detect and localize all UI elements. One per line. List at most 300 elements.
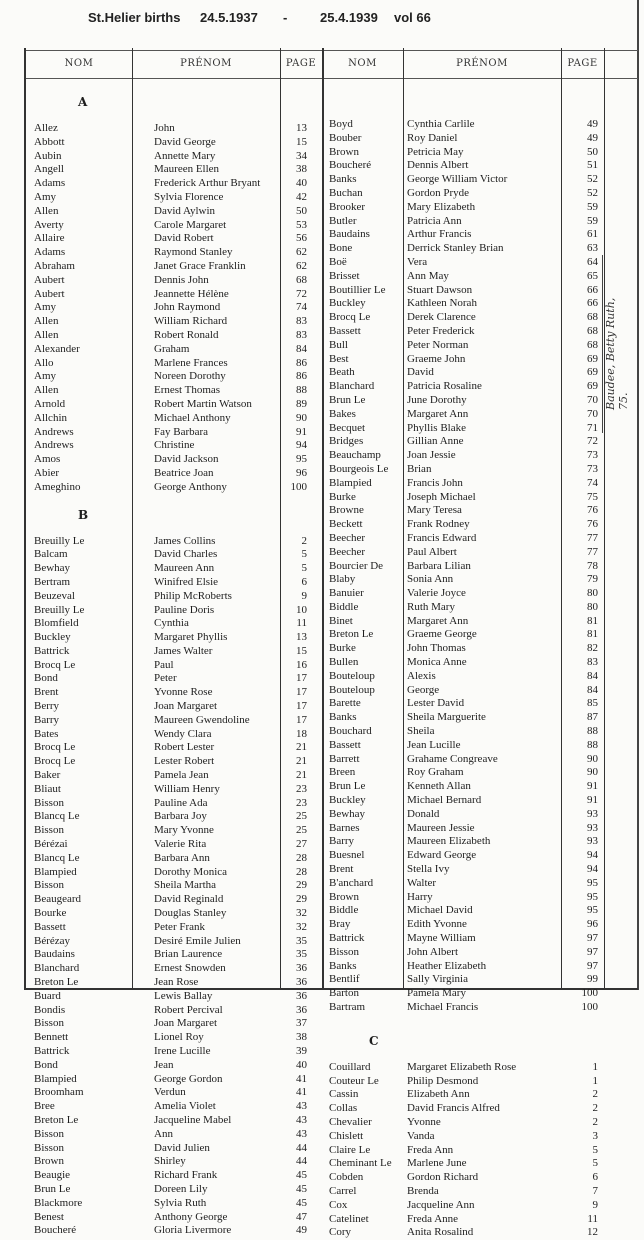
- page-number: 27: [296, 838, 307, 851]
- surname: Browne: [329, 504, 364, 517]
- given-names: Jacqueline Ann: [407, 1198, 475, 1211]
- page-number: 93: [587, 821, 598, 834]
- given-names: Joseph Michael: [407, 490, 476, 503]
- index-entry: [329, 242, 599, 256]
- given-names: Dennis Albert: [407, 159, 469, 172]
- page-number: 49: [296, 1224, 307, 1237]
- index-entry: [34, 1183, 319, 1197]
- surname: Bourke: [34, 907, 67, 920]
- page-number: 84: [587, 683, 598, 696]
- given-names: John: [154, 122, 175, 134]
- given-names: Fay Barbara: [154, 425, 209, 438]
- given-names: John Thomas: [407, 642, 466, 655]
- page-number: 25: [296, 810, 307, 823]
- given-names: Pauline Ada: [154, 796, 208, 809]
- surname: Brocq Le: [329, 311, 371, 324]
- surname: Bondis: [34, 1003, 66, 1016]
- page-number: 90: [587, 752, 598, 765]
- index-entry: [34, 797, 319, 811]
- page-number: 53: [296, 218, 307, 231]
- index-entry: [34, 1045, 319, 1059]
- given-names: David Charles: [154, 548, 218, 561]
- header-bottom-rule: [26, 78, 638, 79]
- given-names: David Robert: [154, 232, 214, 245]
- given-names: Shirley: [154, 1155, 186, 1168]
- page-number: 85: [587, 697, 598, 710]
- surname: Bewhay: [34, 562, 71, 575]
- index-entry: [34, 288, 319, 302]
- index-entry: [34, 838, 319, 852]
- index-entry: [34, 439, 319, 453]
- section-heading-a: A: [78, 95, 88, 109]
- index-entry: [329, 670, 599, 684]
- index-entry: [329, 380, 599, 394]
- page-number: 36: [296, 962, 307, 975]
- volume-label: vol 66: [394, 10, 431, 25]
- surname: Allen: [34, 315, 59, 328]
- surname: Aubin: [34, 149, 62, 162]
- page-number: 69: [587, 366, 598, 379]
- page-number: 84: [587, 669, 598, 682]
- page-number: 43: [296, 1100, 307, 1113]
- index-entry: [329, 932, 599, 946]
- page-number: 83: [296, 315, 307, 328]
- index-entry: [34, 177, 319, 191]
- surname: Blampied: [34, 1072, 77, 1085]
- given-names: Brenda: [407, 1184, 439, 1197]
- given-names: Ann May: [407, 269, 449, 282]
- given-names: Annette Mary: [154, 149, 216, 162]
- given-names: Kenneth Allan: [407, 780, 471, 793]
- page-number: 44: [296, 1155, 307, 1168]
- given-names: Lewis Ballay: [154, 989, 213, 1002]
- given-names: Mary Elizabeth: [407, 200, 476, 213]
- surname: Bisson: [329, 945, 359, 958]
- entries-b-right: [329, 118, 599, 1015]
- given-names: James Collins: [154, 534, 216, 547]
- index-entry: [329, 849, 599, 863]
- index-entry: [34, 631, 319, 645]
- page-number: 5: [592, 1157, 598, 1170]
- given-names: Harry: [407, 890, 433, 903]
- page-number: 81: [587, 614, 598, 627]
- given-names: Joan Jessie: [407, 449, 456, 462]
- given-names: Cynthia Carlile: [407, 118, 475, 130]
- page-number: 86: [296, 356, 307, 369]
- index-entry: [329, 766, 599, 780]
- given-names: Patricia Ann: [407, 214, 462, 227]
- index-entry: [34, 576, 319, 590]
- surname: Boë: [329, 255, 347, 268]
- surname: Baudains: [34, 948, 75, 961]
- page-number: 36: [296, 976, 307, 989]
- page-number: 94: [587, 849, 598, 862]
- page-number: 95: [587, 876, 598, 889]
- page-number: 32: [296, 907, 307, 920]
- index-entry: [329, 187, 599, 201]
- given-names: Robert Martin Watson: [154, 397, 252, 410]
- header-page-left: PAGE: [285, 58, 317, 69]
- given-names: Jean Rose: [154, 976, 199, 989]
- index-entry: [34, 879, 319, 893]
- given-names: Gordon Pryde: [407, 186, 470, 199]
- index-entry: [329, 353, 599, 367]
- page-number: 45: [296, 1182, 307, 1195]
- surname: Allez: [34, 122, 58, 134]
- given-names: Sally Virginia: [407, 973, 468, 986]
- index-entry: [329, 794, 599, 808]
- given-names: Pamela Jean: [154, 769, 209, 782]
- given-names: Sonia Ann: [407, 573, 454, 586]
- surname: Brun Le: [34, 1182, 71, 1195]
- surname: Blanchard: [34, 962, 80, 975]
- page-number: 2: [301, 534, 307, 547]
- surname: Andrews: [34, 439, 74, 452]
- given-names: Michael David: [407, 904, 473, 917]
- surname: Bridges: [329, 435, 364, 448]
- surname: Biddle: [329, 600, 359, 613]
- index-entry: [329, 1001, 599, 1015]
- given-names: Stella Ivy: [407, 863, 450, 876]
- given-names: Gordon Richard: [407, 1171, 479, 1184]
- surname: Bentlif: [329, 973, 360, 986]
- page-number: 29: [296, 879, 307, 892]
- index-entry: [34, 219, 319, 233]
- surname: Bree: [34, 1100, 55, 1113]
- index-entry: [34, 122, 319, 136]
- page-number: 11: [587, 1212, 598, 1225]
- index-entry: [34, 467, 319, 481]
- given-names: Anthony George: [154, 1210, 228, 1223]
- surname: Bisson: [34, 879, 64, 892]
- surname: Bassett: [329, 324, 361, 337]
- given-names: Peter Frank: [154, 920, 206, 933]
- page-number: 82: [587, 642, 598, 655]
- page-number: 63: [587, 242, 598, 255]
- page-number: 100: [581, 987, 598, 1000]
- page-number: 88: [587, 738, 598, 751]
- index-entry: [329, 311, 599, 325]
- surname: Buesnel: [329, 849, 365, 862]
- index-entry: [329, 684, 599, 698]
- given-names: Phyllis Blake: [407, 421, 466, 434]
- index-entry: [329, 835, 599, 849]
- index-entry: [34, 590, 319, 604]
- page-number: 2: [592, 1102, 598, 1115]
- index-entry: [329, 477, 599, 491]
- page-number: 17: [296, 713, 307, 726]
- surname: Brent: [34, 686, 59, 699]
- surname: Aubert: [34, 287, 65, 300]
- given-names: Pamela Mary: [407, 987, 466, 1000]
- page-number: 11: [296, 617, 307, 630]
- surname: Binet: [329, 614, 353, 627]
- index-entry: [329, 877, 599, 891]
- index-entry: [329, 1075, 599, 1089]
- given-names: June Dorothy: [407, 393, 467, 406]
- surname: Adams: [34, 246, 66, 259]
- index-entry: [329, 1088, 599, 1102]
- page-number: 66: [587, 283, 598, 296]
- page-number: 37: [296, 1017, 307, 1030]
- page-number: 91: [296, 425, 307, 438]
- given-names: Walter: [407, 876, 437, 889]
- surname: Bérézay: [34, 934, 71, 947]
- page-number: 16: [296, 658, 307, 671]
- surname: Aubert: [34, 273, 65, 286]
- index-entry: [329, 532, 599, 546]
- given-names: Graeme George: [407, 628, 477, 641]
- given-names: Doreen Lily: [154, 1182, 208, 1195]
- page-number: 88: [296, 384, 307, 397]
- page-number: 94: [587, 863, 598, 876]
- surname: Claire Le: [329, 1143, 371, 1156]
- surname: Bone: [329, 242, 353, 255]
- page-number: 93: [587, 835, 598, 848]
- index-entry: [329, 504, 599, 518]
- given-names: Freda Ann: [407, 1143, 454, 1156]
- surname: Blaby: [329, 573, 356, 586]
- page-number: 9: [301, 589, 307, 602]
- given-names: Richard Frank: [154, 1169, 218, 1182]
- given-names: Lester David: [407, 697, 465, 710]
- index-entry: [34, 1114, 319, 1128]
- page-number: 42: [296, 190, 307, 203]
- given-names: Philip McRoberts: [154, 589, 232, 602]
- given-names: Maureen Ann: [154, 562, 215, 575]
- given-names: Frederick Arthur Bryant: [154, 177, 261, 190]
- index-entry: [34, 769, 319, 783]
- page-number: 95: [296, 453, 307, 466]
- given-names: Ruth Mary: [407, 600, 455, 613]
- index-entry: [329, 960, 599, 974]
- given-names: Sylvia Ruth: [154, 1196, 207, 1209]
- surname: Bisson: [34, 1017, 64, 1030]
- section-heading-b: B: [78, 507, 89, 522]
- surname: Beuzeval: [34, 589, 75, 602]
- given-names: Cynthia: [154, 617, 189, 630]
- given-names: Maureen Elizabeth: [407, 835, 491, 848]
- page-number: 49: [587, 131, 598, 144]
- surname: Adams: [34, 177, 66, 190]
- given-names: Edward George: [407, 849, 477, 862]
- page-number: 72: [296, 287, 307, 300]
- header-page-right: PAGE: [567, 58, 598, 69]
- index-entry: [329, 628, 599, 642]
- surname: Bond: [34, 1058, 58, 1071]
- index-entry: [329, 118, 599, 132]
- given-names: Derrick Stanley Brian: [407, 242, 504, 255]
- index-entry: [329, 822, 599, 836]
- page-number: 69: [587, 352, 598, 365]
- given-names: David Reginald: [154, 893, 224, 906]
- index-entry: [329, 297, 599, 311]
- surname: Blancq Le: [34, 810, 80, 823]
- surname: Cory: [329, 1226, 351, 1239]
- surname: Amy: [34, 370, 56, 383]
- page-number: 74: [296, 301, 307, 314]
- surname: Amy: [34, 301, 56, 314]
- page-number: 15: [296, 135, 307, 148]
- index-entry: [329, 918, 599, 932]
- given-names: Peter: [154, 672, 177, 685]
- surname: Bewhay: [329, 807, 366, 820]
- given-names: Grahame Congreave: [407, 752, 498, 765]
- index-entry: [329, 1157, 599, 1171]
- surname: Bourgeois Le: [329, 462, 389, 475]
- given-names: Lester Robert: [154, 755, 215, 768]
- index-entry: [329, 394, 599, 408]
- section-heading-c: C: [369, 1033, 379, 1048]
- surname: Baudains: [329, 228, 370, 241]
- surname: Barry: [34, 713, 60, 726]
- surname: Bull: [329, 338, 348, 351]
- index-entry: [329, 270, 599, 284]
- page-number: 94: [296, 439, 307, 452]
- surname: Bartram: [329, 1001, 366, 1013]
- surname: Allen: [34, 328, 59, 341]
- surname: Brown: [34, 1155, 64, 1168]
- index-entry: [329, 615, 599, 629]
- surname: Buard: [34, 989, 61, 1002]
- index-entry: [34, 260, 319, 274]
- page-number: 50: [296, 204, 307, 217]
- surname: Bennett: [34, 1031, 69, 1044]
- index-entry: [34, 453, 319, 467]
- index-entry: [34, 370, 319, 384]
- page-number: 38: [296, 163, 307, 176]
- index-entry: [34, 1059, 319, 1073]
- index-table: [26, 48, 638, 1239]
- given-names: Barbara Ann: [154, 851, 210, 864]
- surname: Bates: [34, 727, 59, 740]
- page-number: 91: [587, 794, 598, 807]
- index-entry: [34, 645, 319, 659]
- page-number: 59: [587, 214, 598, 227]
- index-entry: [329, 780, 599, 794]
- index-entry: [34, 315, 319, 329]
- given-names: Dorothy Monica: [154, 865, 228, 878]
- given-names: Gloria Livermore: [154, 1224, 232, 1237]
- surname: Blanchard: [329, 380, 375, 393]
- surname: Boutillier Le: [329, 283, 386, 296]
- given-names: Amelia Violet: [154, 1100, 216, 1113]
- page-number: 70: [587, 393, 598, 406]
- surname: Beecher: [329, 545, 366, 558]
- given-names: Noreen Dorothy: [154, 370, 226, 383]
- surname: Battrick: [34, 1045, 70, 1057]
- surname: Beath: [329, 366, 355, 379]
- header-nom-left: NOM: [64, 58, 94, 69]
- date-separator: -: [283, 10, 288, 25]
- surname: Battrick: [34, 644, 70, 657]
- page-number: 1: [592, 1074, 598, 1087]
- document-title: [0, 10, 644, 32]
- surname: Becquet: [329, 421, 366, 434]
- index-entry: [34, 357, 319, 371]
- given-names: Lionel Roy: [154, 1031, 204, 1044]
- page-number: 12: [587, 1226, 598, 1239]
- surname: Cheminant Le: [329, 1157, 392, 1170]
- page-number: 5: [592, 1143, 598, 1156]
- surname: Cox: [329, 1198, 348, 1211]
- surname: Best: [329, 352, 349, 365]
- page-number: 56: [296, 232, 307, 245]
- page-number: 49: [587, 118, 598, 130]
- given-names: Marlene June: [407, 1157, 467, 1170]
- index-entry: [34, 1211, 319, 1225]
- entries-a: [34, 122, 319, 495]
- page-number: 45: [296, 1196, 307, 1209]
- page-number: 51: [587, 159, 598, 172]
- given-names: Jeannette Hélène: [154, 287, 229, 300]
- page-number: 61: [587, 228, 598, 241]
- page-number: 44: [296, 1141, 307, 1154]
- page-number: 70: [587, 407, 598, 420]
- index-entry: [329, 753, 599, 767]
- page-number: 96: [296, 466, 307, 479]
- surname: Brooker: [329, 200, 366, 213]
- page-number: 52: [587, 186, 598, 199]
- index-entry: [34, 976, 319, 990]
- page-number: 73: [587, 449, 598, 462]
- page-number: 66: [587, 297, 598, 310]
- given-names: George Anthony: [154, 480, 227, 493]
- page-number: 2: [592, 1088, 598, 1101]
- index-entry: [34, 866, 319, 880]
- given-names: Anita Rosalind: [407, 1226, 474, 1239]
- surname: Banks: [329, 711, 357, 724]
- index-entry: [34, 1100, 319, 1114]
- surname: Brocq Le: [34, 658, 76, 671]
- surname: Bakes: [329, 407, 356, 420]
- surname: Abier: [34, 466, 60, 479]
- index-entry: [329, 656, 599, 670]
- index-entry: [329, 325, 599, 339]
- given-names: Derek Clarence: [407, 311, 476, 324]
- index-entry: [34, 948, 319, 962]
- surname: Carrel: [329, 1184, 357, 1197]
- page-number: 69: [587, 380, 598, 393]
- given-names: Margaret Phyllis: [154, 631, 228, 644]
- surname: Beecher: [329, 531, 366, 544]
- index-entry: [329, 449, 599, 463]
- surname: Brocq Le: [34, 741, 76, 754]
- surname: Allen: [34, 384, 59, 397]
- given-names: Wendy Clara: [154, 727, 212, 740]
- surname: Bullen: [329, 656, 359, 669]
- surname: Couillard: [329, 1060, 371, 1073]
- surname: Alexander: [34, 342, 80, 355]
- page-number: 40: [296, 177, 307, 190]
- page-number: 77: [587, 531, 598, 544]
- given-names: Pauline Doris: [154, 603, 215, 616]
- given-names: Alexis: [407, 669, 436, 682]
- page-number: 83: [587, 656, 598, 669]
- index-entry: [34, 852, 319, 866]
- given-names: Francis John: [407, 476, 463, 489]
- surname: Broomham: [34, 1086, 84, 1099]
- index-entry: [329, 1226, 599, 1240]
- index-entry: [34, 205, 319, 219]
- page-number: 81: [587, 628, 598, 641]
- surname: Banuier: [329, 587, 364, 600]
- index-entry: [34, 232, 319, 246]
- page-number: 79: [587, 573, 598, 586]
- page-number: 71: [587, 421, 598, 434]
- given-names: Christine: [154, 439, 195, 452]
- given-names: William Richard: [154, 315, 228, 328]
